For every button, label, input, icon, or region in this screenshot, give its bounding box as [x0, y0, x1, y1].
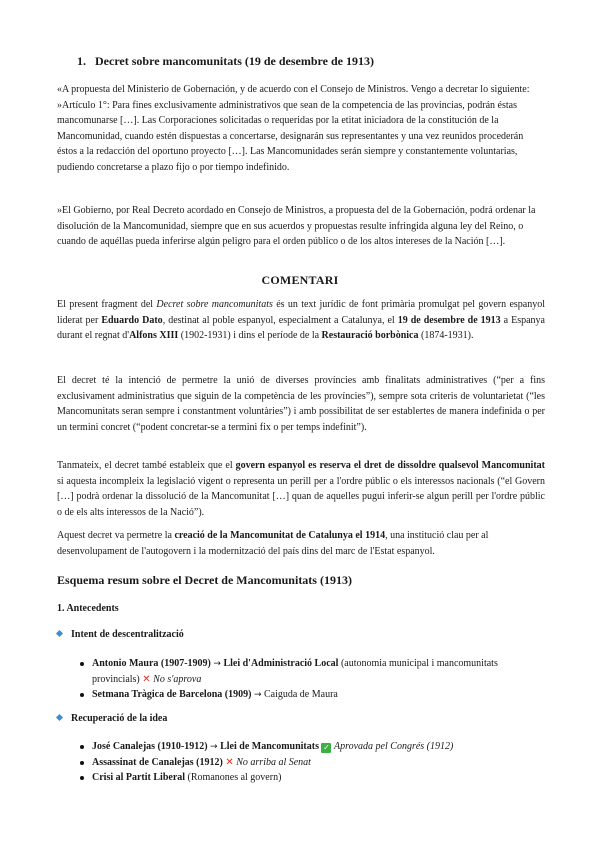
- arrow-right-icon: →: [210, 742, 218, 752]
- esquema-title: Esquema resum sobre el Decret de Mancomunitats (1913): [57, 573, 352, 587]
- document-heading: [77, 54, 517, 69]
- group-descentralitzacio: Intent de descentralització: [57, 629, 184, 640]
- section-antecedents: 1. Antecedents: [57, 603, 119, 614]
- heading-number: 1.: [77, 54, 86, 68]
- diamond-bullet-icon: [56, 630, 63, 637]
- group-recuperacio: Recuperació de la idea: [57, 713, 167, 724]
- comentari-title: COMENTARI: [261, 273, 339, 287]
- list-item: Setmana Tràgica de Barcelona (1909) → Caiguda de Maura: [80, 687, 500, 703]
- comentari-paragraph-4: Aquest decret va permetre la creació de la Mancomunitat de Catalunya el 1914, una institució clau per al desenvolupament de l'autogovern i la modernització del país dins del marc de l'Estat espanyol.: [57, 530, 489, 557]
- comentari-paragraph-3: Tanmateix, el decret també estableix que el govern espanyol es reserva el dret de dissoldre qualsevol Mancomunitat si aquesta incompleix la legislació vigent o representa un perill per a l'ordre públic o els interessos nacionals (“el Govern […] podrà ordenar la dissolució de la Mancomunitat […] quan de aquelles pugui inferir-se algun perill per l'ordre públic o de els alts interessos de la Nació”).: [57, 460, 545, 518]
- group-1-list: [80, 656, 500, 703]
- list-item: Crisi al Partit Liberal (Romanones al govern): [80, 770, 500, 785]
- cross-mark-icon: ✕: [225, 757, 234, 768]
- comentari-paragraph-1: El present fragment del Decret sobre mancomunitats és un text jurídic de font primària promulgat pel govern espanyol liderat per Eduardo Dato, destinat al poble espanyol, especialment a Catalunya, el 19 de desembre de 1913 a Espanya durant el regnat d'Alfons XIII (1902-1931) i dins el període de la Restauració borbònica (1874-1931).: [57, 299, 546, 342]
- cross-mark-icon: ✕: [142, 674, 151, 685]
- list-item: Antonio Maura (1907-1909) → Llei d'Administració Local (autonomia municipal i mancomunitats provincials) ✕ No s'aprova: [80, 656, 500, 687]
- arrow-right-icon: →: [253, 690, 262, 700]
- diamond-bullet-icon: [56, 714, 63, 721]
- quote-paragraph-1: «A propuesta del Ministerio de Gobernación, y de acuerdo con el Consejo de Ministros. Vengo a decretar lo siguiente: »Artículo 1°: Para fines exclusivamente administrativos que sean de la competencia de las provincias, podrán éstas mancomunarse […]. Las Corporaciones solicitadas o requeridas por la etitat iniciadora de la constitución de la Mancomunidad, cuando estén dispuestas a concertarse, designarán sus representantes y una vez reunidos procederán éstos a la redacción del oportuno proyecto […]. Las Mancomunidades serán siempre y constantemente voluntarias, pudiendo concretarse a plazo fijo o por tiempo indefinido.: [57, 84, 530, 173]
- check-mark-icon: ✓: [323, 743, 330, 752]
- list-item: Assassinat de Canalejas (1912) ✕ No arriba al Senat: [80, 755, 500, 770]
- group-2-list: [80, 739, 500, 785]
- list-item: José Canalejas (1910-1912) → Llei de Mancomunitats ✓ Aprovada pel Congrés (1912): [80, 739, 500, 755]
- heading-title: Decret sobre mancomunitats (19 de desembre de 1913): [95, 54, 374, 68]
- arrow-right-icon: →: [213, 659, 221, 669]
- quote-paragraph-2: »El Gobierno, por Real Decreto acordado en Consejo de Ministros, a propuesta del de la Gobernación, podrá ordenar la disolución de la Mancomunidad, siempre que en sus acuerdos y propuestas resulte infringida alguna ley del Reino, o cuando de aquéllas pueda inferirse algún peligro para el orden público o de los altos intereses de la Nación […].: [57, 205, 536, 248]
- comentari-paragraph-2: El decret té la intenció de permetre la unió de diverses províncies amb finalitats administratives (“per a fins exclusivament administratius que siguin de la competència de les províncies”), sempre sota criteris de voluntarietat (“les Mancomunitats seran sempre i constantment voluntàries”) i amb possibilitat de ser establertes de manera indefinida o per un termini concret (“podent concretar-se a termini fix o per temps indefinit”).: [57, 375, 545, 433]
